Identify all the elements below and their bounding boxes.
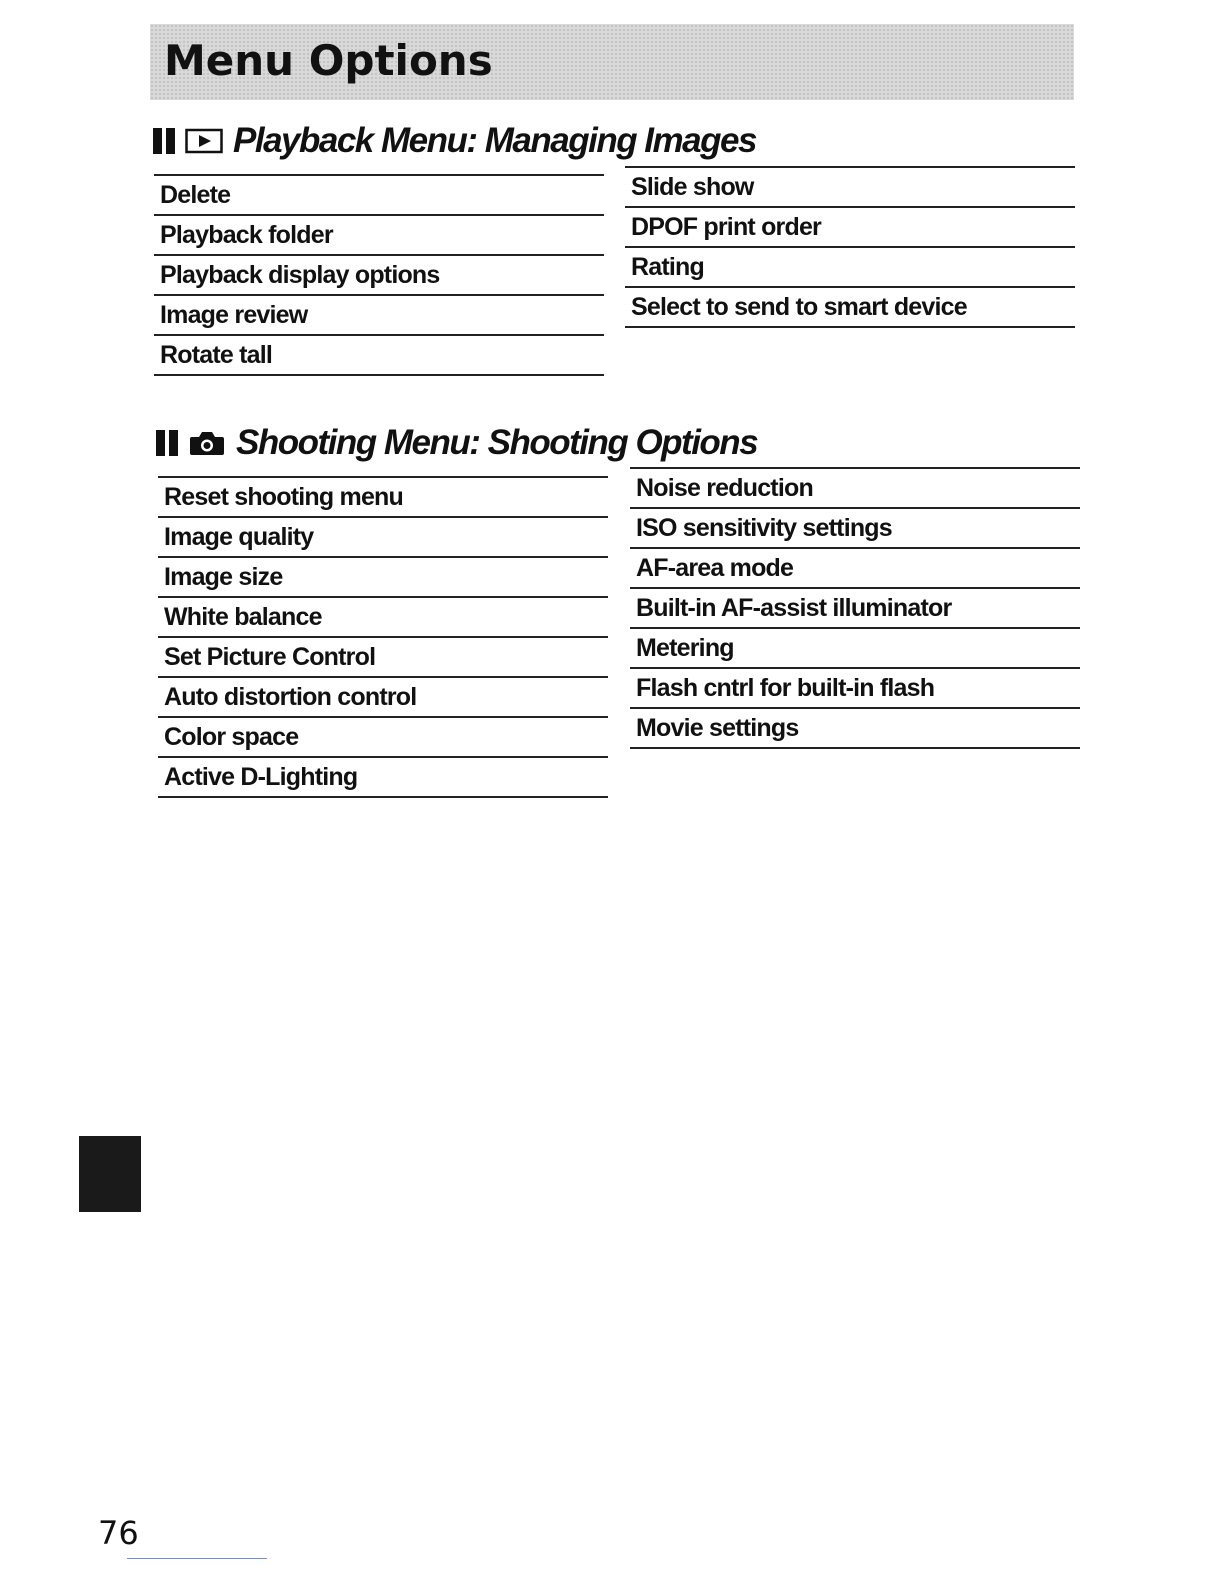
list-item: Rating [625, 248, 1075, 288]
section-marker-icon [156, 430, 178, 456]
list-item: Image review [154, 296, 604, 336]
list-item: Rotate tall [154, 336, 604, 376]
list-item: Image size [158, 558, 608, 598]
list-item: Built-in AF-assist illuminator [630, 589, 1080, 629]
list-item: Set Picture Control [158, 638, 608, 678]
list-item: Active D-Lighting [158, 758, 608, 798]
list-item: Metering [630, 629, 1080, 669]
shooting-menu-title: Shooting Menu: Shooting Options [236, 423, 758, 462]
playback-icon [185, 128, 223, 154]
list-item: ISO sensitivity settings [630, 509, 1080, 549]
camera-icon [188, 429, 226, 457]
page-number: 76 [98, 1514, 139, 1552]
list-item: AF-area mode [630, 549, 1080, 589]
playback-menu-title: Playback Menu: Managing Images [233, 121, 756, 160]
list-item: White balance [158, 598, 608, 638]
playback-menu-heading [153, 118, 756, 164]
list-item: Auto distortion control [158, 678, 608, 718]
list-item: Image quality [158, 518, 608, 558]
list-item: Slide show [625, 168, 1075, 208]
list-item: Playback folder [154, 216, 604, 256]
shooting-menu-heading [156, 420, 757, 466]
list-item: Noise reduction [630, 469, 1080, 509]
list-item: Movie settings [630, 709, 1080, 749]
page-title-banner [150, 24, 1074, 100]
list-item: Flash cntrl for built-in flash [630, 669, 1080, 709]
shooting-right-list [630, 467, 1080, 749]
list-item: DPOF print order [625, 208, 1075, 248]
section-marker-icon [153, 128, 175, 154]
playback-left-list [154, 174, 604, 376]
list-item: Select to send to smart device [625, 288, 1075, 328]
list-item: Delete [154, 176, 604, 216]
page-title: Menu Options [164, 36, 493, 85]
list-item: Playback display options [154, 256, 604, 296]
page-number-rule [127, 1558, 267, 1559]
list-item: Color space [158, 718, 608, 758]
shooting-left-list [158, 476, 608, 798]
chapter-tab-marker [79, 1136, 141, 1212]
playback-right-list [625, 166, 1075, 328]
list-item: Reset shooting menu [158, 478, 608, 518]
